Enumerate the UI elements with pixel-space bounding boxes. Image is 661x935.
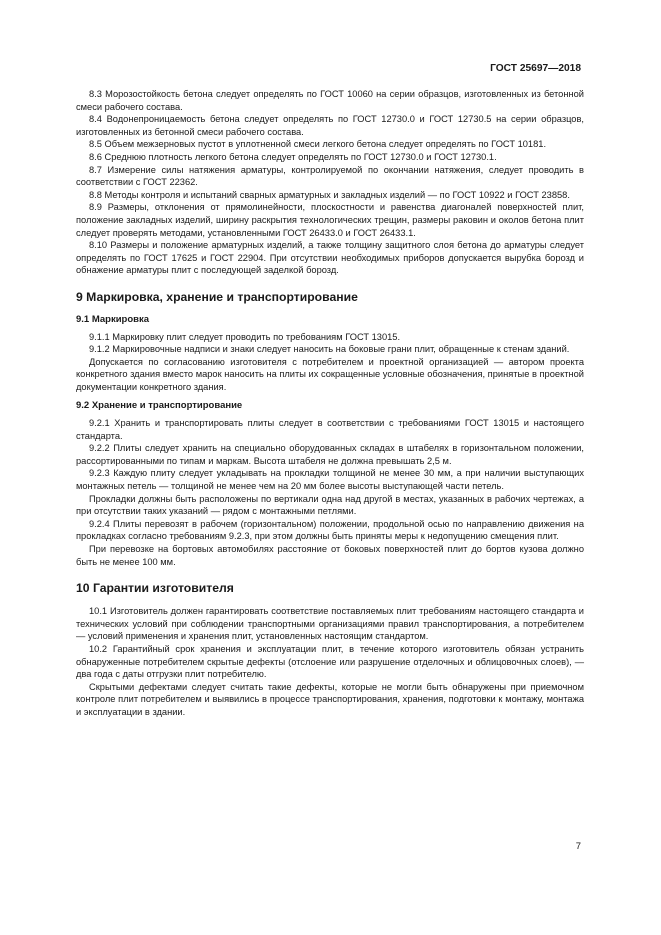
- clause-8-8: 8.8 Методы контроля и испытаний сварных арматурных и закладных изделий — по ГОСТ 10922 и ГОСТ 23858.: [89, 189, 570, 200]
- clause-8-5: 8.5 Объем межзерновых пустот в уплотненной смеси легкого бетона следует определять по ГОСТ 10181.: [89, 139, 547, 150]
- clause-10-1: 10.1 Изготовитель должен гарантировать соответствие поставляемых плит требованиям настоящего стандарта и технических условий при соблюдении транспортными организациями правил транспортирования, а потребителем — условий применения и хранения плит, установленных настоящим стандартом.: [76, 606, 584, 642]
- clause-8-3: 8.3 Морозостойкость бетона следует определять по ГОСТ 10060 на серии образцов, изготовленных из бетонной смеси рабочего состава.: [76, 89, 584, 112]
- clause-8-4: 8.4 Водонепроницаемость бетона следует определять по ГОСТ 12730.0 и ГОСТ 12730.5 на серии образцов, изготовленных из бетонной смеси рабочего состава.: [76, 114, 584, 137]
- clause-10-2-note: Скрытыми дефектами следует считать такие дефекты, которые не могли быть обнаружены при приемочном контроле плит потребителем и выявились в процессе транспортирования, хранения, подготовки к монтажу, монтажа и эксплуатации в здании.: [76, 681, 584, 717]
- document-header: ГОСТ 25697—2018: [490, 63, 581, 74]
- clause-9-2-4-note: При перевозке на бортовых автомобилях расстояние от боковых поверхностей плит до бортов кузова должно быть не менее 100 мм.: [76, 544, 584, 567]
- clause-9-2-3: 9.2.3 Каждую плиту следует укладывать на прокладки толщиной не менее 30 мм, а при наличии выступающих монтажных петель — толщиной не менее чем на 20 мм более высоты выступающей части петель.: [76, 468, 584, 492]
- clause-9-2-4: 9.2.4 Плиты перевозят в рабочем (горизонтальном) положении, продольной осью по направлению движения на прокладках согласно требованиям 9.2.3, при этом должны быть приняты меры к недопущению смещения плит.: [76, 518, 584, 542]
- clause-8-7: 8.7 Измерение силы натяжения арматуры, контролируемой по окончании натяжения, следует проводить в соответствии с ГОСТ 22362.: [76, 164, 584, 188]
- section-10-heading: 10 Гарантии изготовителя: [76, 581, 234, 596]
- clause-10-2: 10.2 Гарантийный срок хранения и эксплуатации плит, в течение которого изготовитель обязан устранить обнаруженные потребителем скрытые дефекты (отслоение или разрушение отделочных и облицовочных слоев), — два года с даты отгрузки плит потребителю.: [76, 643, 584, 680]
- clause-9-1-2: 9.1.2 Маркировочные надписи и знаки следует наносить на боковые грани плит, обращенные к стенам зданий.: [89, 344, 570, 355]
- document-body: [76, 88, 584, 719]
- subsection-9-1-heading: 9.1 Маркировка: [76, 313, 150, 325]
- clause-9-1-1: 9.1.1 Маркировку плит следует проводить по требованиям ГОСТ 13015.: [89, 331, 401, 342]
- section-9-heading: 9 Маркировка, хранение и транспортирование: [76, 289, 358, 304]
- clause-9-2-2: 9.2.2 Плиты следует хранить на специально оборудованных складах в штабелях в горизонтальном положении, рассортированными по типам и маркам. Высота штабеля не должна превышать 2,5 м.: [76, 443, 584, 466]
- page-number: 7: [575, 841, 581, 852]
- clause-8-9: 8.9 Размеры, отклонения от прямолинейности, плоскостности и равенства диагоналей поверхностей плит, положение закладных изделий, ширину раскрытия технологических трещин, размеры раковин и околов бетона плит следует проверять методами, установленными ГОСТ 26433.0 и ГОСТ 26433.1.: [76, 202, 584, 238]
- clause-9-1-2-note: Допускается по согласованию изготовителя с потребителем и проектной организацией — автором проекта конкретного здания вместо марок наносить на плиты их сокращенные условные обозначения, принятые в проектной документации конкретного здания.: [76, 356, 584, 392]
- clause-8-6: 8.6 Среднюю плотность легкого бетона следует определять по ГОСТ 12730.0 и ГОСТ 12730.1.: [89, 151, 497, 162]
- subsection-9-2-heading: 9.2 Хранение и транспортирование: [76, 400, 243, 412]
- clause-9-2-1: 9.2.1 Хранить и транспортировать плиты следует в соответствии с требованиями ГОСТ 13015 и настоящего стандарта.: [76, 418, 584, 441]
- clause-9-2-3-note: Прокладки должны быть расположены по вертикали одна над другой в местах, указанных в рабочих чертежах, а при отсутствии таких указаний — рядом с монтажными петлями.: [76, 493, 584, 517]
- clause-8-10: 8.10 Размеры и положение арматурных изделий, а также толщину защитного слоя бетона до арматуры следует определять по ГОСТ 17625 и ГОСТ 22904. При отсутствии необходимых приборов допускается вырубка борозд и обнажение арматуры плит с последующей заделкой борозд.: [76, 240, 584, 276]
